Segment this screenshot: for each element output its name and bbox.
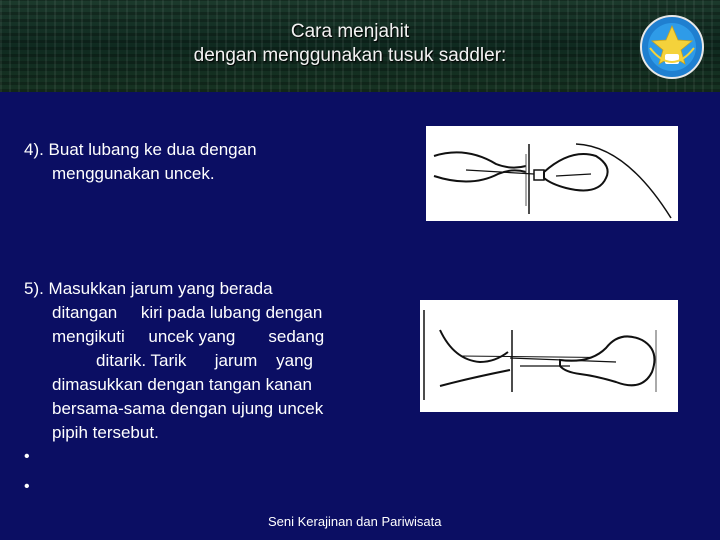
tut-wuri-handayani-logo-icon: [638, 14, 706, 80]
step-4-illustration: [426, 126, 678, 221]
step-4-line-1: 4). Buat lubang ke dua dengan: [24, 140, 257, 159]
step-4-text: [24, 138, 344, 186]
step-5-line-4: ditarik. Tarik jarum yang: [96, 351, 313, 370]
header-banner: [0, 0, 720, 92]
step-5-line-2: ditangan kiri pada lubang dengan: [52, 303, 323, 322]
step-5-line-1: 5). Masukkan jarum yang berada: [24, 279, 273, 298]
bullet-2: •: [24, 478, 30, 495]
step-5-line-3: mengikuti uncek yang sedang: [52, 327, 325, 346]
step-5-text: [24, 277, 384, 445]
step-5-line-7: pipih tersebut.: [52, 423, 159, 442]
step-4-line-2: menggunakan uncek.: [52, 164, 215, 183]
slide-footer: Seni Kerajinan dan Pariwisata: [268, 514, 442, 529]
step-5-illustration: [420, 300, 678, 412]
needle-threading-drawing: [420, 300, 678, 412]
step-5-line-5: dimasukkan dengan tangan kanan: [52, 375, 312, 394]
bullet-1: •: [24, 448, 30, 465]
slide-title-line-2: dengan menggunakan tusuk saddler:: [193, 45, 507, 66]
slide-title-line-1: Cara menjahit: [290, 21, 410, 42]
step-5-line-6: bersama-sama dengan ujung uncek: [52, 399, 324, 418]
slide-title: [40, 20, 660, 68]
awl-piercing-drawing: [426, 126, 678, 221]
